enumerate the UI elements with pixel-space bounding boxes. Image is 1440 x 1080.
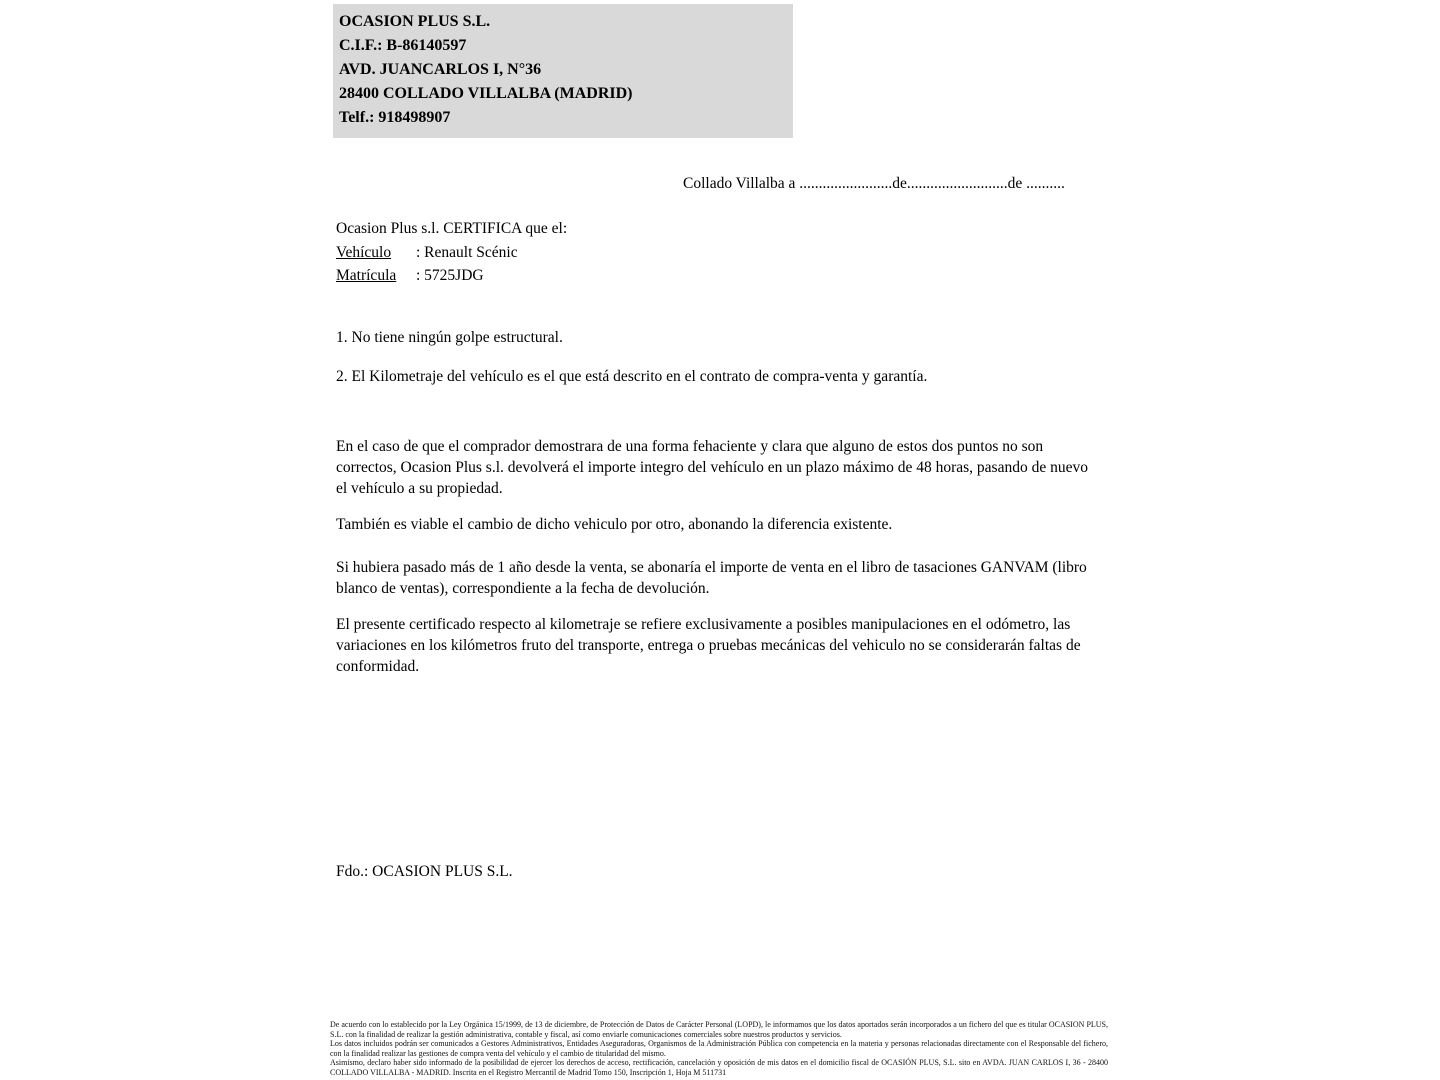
vehicle-value: : Renault Scénic — [416, 244, 518, 261]
date-line: Collado Villalba a ........................de..........................de .......... — [683, 175, 1065, 192]
certify-line: Ocasion Plus s.l. CERTIFICA que el: — [336, 220, 568, 237]
legal-paragraph-rights: Asimismo, declaro haber sido informado de la posibilidad de ejercer los derechos de acceso, rectificación, cancelación y oposición de mis datos en el domicilio fiscal de OCASIÓN PLUS, S.L. sito en AVDA. JUAN CARLOS I, 36 - 28400 COLLADO VILLALBA - MADRID. Inscrita en el Registro Mercantil de Madrid Tomo 150, Inscripción 1, Hoja M 511731 — [330, 1058, 1108, 1077]
vehicle-line — [336, 242, 518, 263]
paragraph-odometer: El presente certificado respecto al kilometraje se refiere exclusivamente a posibles manipulaciones en el odómetro, las variaciones en los kilómetros fruto del transporte, entrega o pruebas mecánicas del vehiculo no se considerarán faltas de conformidad. — [336, 616, 1081, 675]
legal-paragraph-data-sharing: Los datos incluidos podrán ser comunicados a Gestores Administrativos, Entidades Aseguradoras, Organismos de la Administración Pública con competencia en la materia y personas relacionadas directamente con el Responsable del fichero, con la finalidad realizar las gestiones de compra venta del vehículo y el cambio de titularidad del mismo. — [330, 1039, 1108, 1058]
company-name: OCASION PLUS S.L. — [339, 13, 491, 30]
paragraph-refund: En el caso de que el comprador demostrara de una forma fehaciente y clara que alguno de estos dos puntos no son correctos, Ocasion Plus s.l. devolverá el importe integro del vehículo en un plazo máximo de 48 horas, pasando de nuevo el vehículo a su propiedad. — [336, 438, 1088, 497]
legal-paragraph-lopd: De acuerdo con lo establecido por la Ley Orgánica 15/1999, de 13 de diciembre, de Protección de Datos de Carácter Personal (LOPD), le informamos que los datos aportados serán incorporados a un fichero del que es titular OCASION PLUS, S.L. con la finalidad de realizar la gestión administrativa, contable y fiscal, así como enviarle comunicaciones comerciales sobre nuestros productos y servicios. — [330, 1020, 1108, 1039]
legal-footer — [330, 1020, 1108, 1077]
company-phone: Telf.: 918498907 — [339, 109, 451, 126]
signature-line: Fdo.: OCASION PLUS S.L. — [336, 863, 513, 880]
vehicle-label-cell — [336, 242, 416, 263]
paragraph-exchange: También es viable el cambio de dicho vehiculo por otro, abonando la diferencia existente. — [336, 516, 893, 533]
certificate-point-2: 2. El Kilometraje del vehículo es el que está descrito en el contrato de compra-venta y garantía. — [336, 368, 928, 385]
plate-label-cell — [336, 265, 416, 286]
vehicle-label: Vehículo — [336, 244, 392, 261]
plate-value: : 5725JDG — [416, 267, 484, 284]
company-city: 28400 COLLADO VILLALBA (MADRID) — [339, 85, 633, 102]
paragraph-ganvam: Si hubiera pasado más de 1 año desde la venta, se abonaría el importe de venta en el libro de tasaciones GANVAM (libro blanco de ventas), correspondiente a la fecha de devolución. — [336, 559, 1087, 597]
company-address: AVD. JUANCARLOS I, N°36 — [339, 61, 542, 78]
company-header-block — [333, 4, 793, 138]
certificate-point-1: 1. No tiene ningún golpe estructural. — [336, 329, 563, 346]
company-cif: C.I.F.: B-86140597 — [339, 37, 467, 54]
plate-line — [336, 265, 484, 286]
plate-label: Matrícula — [336, 267, 397, 284]
